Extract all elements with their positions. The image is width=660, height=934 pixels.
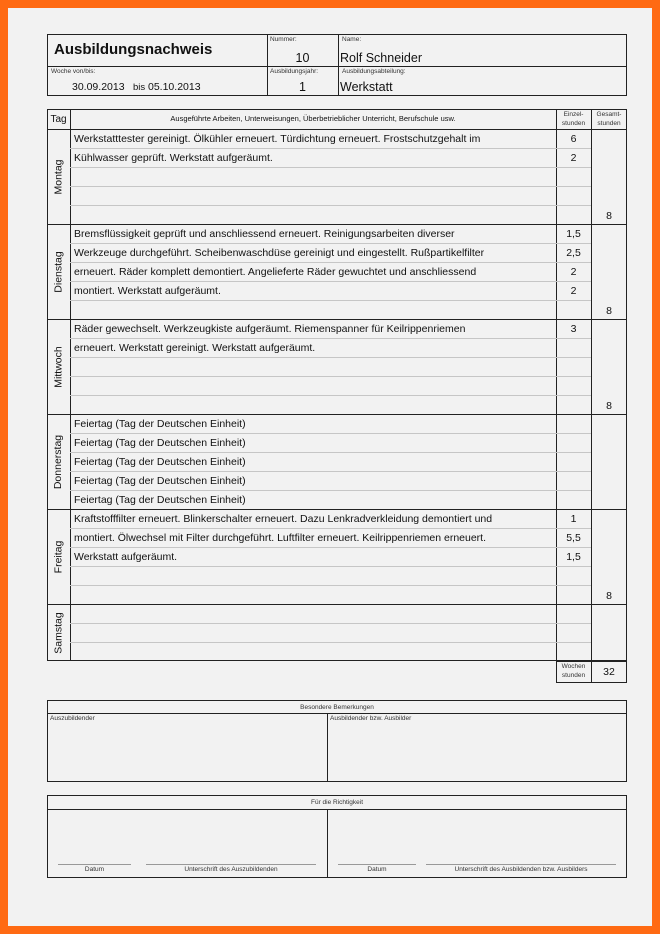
entry-line: Feiertag (Tag der Deutschen Einheit) bbox=[74, 475, 246, 487]
day-label-donnerstag: Donnerstag bbox=[52, 434, 65, 489]
entry-line: erneuert. Werkstatt gereinigt. Werkstatt aufgeräumt. bbox=[74, 342, 316, 354]
day-total: 8 bbox=[606, 210, 612, 222]
signature-title: Für die Richtigkeit bbox=[310, 799, 364, 806]
entry-line: Feiertag (Tag der Deutschen Einheit) bbox=[74, 437, 246, 449]
col-header-tag: Tag bbox=[50, 114, 67, 125]
entry-line: Feiertag (Tag der Deutschen Einheit) bbox=[74, 418, 246, 430]
entry-line: Kraftstofffilter erneuert. Blinkerschalter erneuert. Dazu Lenkradverkleidung demontiert und bbox=[74, 513, 493, 525]
entry-line: montiert. Ölwechsel mit Filter durchgeführt. Luftfilter erneuert. Keilrippenriemen erneuert. bbox=[74, 532, 487, 544]
col-header-einzel: Einzel- bbox=[563, 111, 584, 118]
entry-hours: 2 bbox=[570, 285, 577, 297]
remarks-ausbilder-label: Ausbildender bzw. Ausbilder bbox=[330, 715, 412, 722]
table-frame bbox=[47, 109, 627, 661]
entry-hours: 5,5 bbox=[566, 532, 581, 544]
page-title: Ausbildungsnachweis bbox=[54, 41, 213, 58]
day-label-samstag: Samstag bbox=[52, 611, 65, 654]
entry-line: Werkstatttester gereinigt. Ölkühler erneuert. Türdichtung erneuert. Frostschutzgehalt im bbox=[74, 133, 481, 145]
form-page: Ausbildungsnachweis Nummer: 10 Name: Rolf Schneider Woche von/bis: 30.09.2013 bis 05.10.2013 Ausbildungsjahr: 1 Ausbildungsabteilung: Werkstatt Tag Ausgeführte Arbeiten, Unterweisungen, Überbetrieblicher Unterricht, Berufschule usw. Einzel- stunden Gesamt- stunden Montag Werkstatttester gereinigt. Ölkühler erneuert. Türdichtung erneuert. Frostschutzgehalt im 6 Kühlwasser geprüft. Werkstatt aufgeräumt. 2 8 Dienstag Bremsflüssigkeit geprüft und anschliessend erneuert. Reinigungsarbeiten diverser 1,5 Werkzeuge durchgeführt. Scheibenwaschdüse gereinigt und eingestellt. Rußpartikelfilter 2,5 erneuert. Räder komplett demontiert. Angelieferte Räder gewuchtet und anschliessend 2 montiert. Werkstatt aufgeräumt. 2 8 Mittwoch Räder gewechselt. Werkzeugkiste aufgeräumt. Riemenspanner für Keilrippenriemen 3 erneuert. Werkstatt gereinigt. Werkstatt aufgeräumt. 8 Donnerstag Feiertag (Tag der Deutschen Einheit) Feiertag (Tag der Deutschen Einheit) Feiertag (Tag der Deutschen Einheit) Feiertag (Tag der Deutschen Einheit) Feiertag (Tag der Deutschen Einheit) Freitag Kraftstofffilter erneuert. Blinkerschalter erneuert. Dazu Lenkradverkleidung demontiert und 1 montiert. Ölwechsel mit Filter durchgeführt. Luftfilter erneuert. Keilrippenriemen erneuert. 5,5 Werkstatt aufgeräumt. 1,5 8 Samstag Wochen stunden 32 Besondere Bemerkungen Auszubildender Ausbildender bzw. Ausbilder Für die Richtigkeit Datum Unterschrift des Auszubildenden Datum Unterschrift des Ausbildenden bzw. Ausbilders bbox=[8, 8, 652, 926]
day-label-dienstag: Dienstag bbox=[52, 250, 65, 293]
entry-line: Werkstatt aufgeräumt. bbox=[74, 551, 178, 563]
col-header-description: Ausgeführte Arbeiten, Unterweisungen, Überbetrieblicher Unterricht, Berufschule usw. bbox=[170, 114, 456, 123]
entry-hours: 1,5 bbox=[566, 228, 581, 240]
col-header-gesamt: Gesamt- bbox=[596, 111, 622, 118]
name-value: Rolf Schneider bbox=[340, 51, 422, 65]
signature-ausbilder: Unterschrift des Ausbildenden bzw. Ausbilders bbox=[454, 866, 588, 873]
entry-hours: 1,5 bbox=[566, 551, 581, 563]
jahr-value: 1 bbox=[299, 80, 306, 94]
entry-line: Bremsflüssigkeit geprüft und anschliessend erneuert. Reinigungsarbeiten diverser bbox=[74, 228, 455, 240]
entry-line: Werkzeuge durchgeführt. Scheibenwaschdüse gereinigt und eingestellt. Rußpartikelfilter bbox=[74, 247, 485, 259]
day-total: 8 bbox=[606, 305, 612, 317]
date-from: 30.09.2013 bbox=[72, 81, 125, 93]
date-to: 05.10.2013 bbox=[148, 81, 201, 93]
entry-line: Feiertag (Tag der Deutschen Einheit) bbox=[74, 456, 246, 468]
abteilung-value: Werkstatt bbox=[340, 80, 393, 94]
entry-line: Feiertag (Tag der Deutschen Einheit) bbox=[74, 494, 246, 506]
entry-hours: 1 bbox=[570, 513, 577, 525]
day-label-mittwoch: Mittwoch bbox=[52, 345, 65, 388]
entry-line: Räder gewechselt. Werkzeugkiste aufgeräumt. Riemenspanner für Keilrippenriemen bbox=[74, 323, 466, 335]
nummer-value: 10 bbox=[295, 51, 310, 65]
day-total: 8 bbox=[606, 400, 612, 412]
remarks-title: Besondere Bemerkungen bbox=[300, 704, 374, 711]
day-label-montag: Montag bbox=[52, 158, 65, 195]
entry-hours: 2,5 bbox=[566, 247, 581, 259]
day-label-freitag: Freitag bbox=[52, 540, 65, 573]
entry-line: Kühlwasser geprüft. Werkstatt aufgeräumt. bbox=[74, 152, 273, 164]
entry-hours: 3 bbox=[570, 323, 577, 335]
entry-hours: 6 bbox=[570, 133, 577, 145]
day-total: 8 bbox=[606, 590, 612, 602]
remarks-azubi-label: Auszubildender bbox=[50, 715, 95, 722]
datum-azubi: Datum bbox=[84, 866, 105, 873]
entry-hours: 2 bbox=[570, 152, 577, 164]
signature-azubi: Unterschrift des Auszubildenden bbox=[184, 866, 278, 873]
weekly-hours-label: Wochen bbox=[561, 663, 586, 670]
datum-ausbilder: Datum bbox=[367, 866, 387, 873]
entry-hours: 2 bbox=[570, 266, 577, 278]
weekly-hours-total: 32 bbox=[603, 666, 615, 678]
entry-line: erneuert. Räder komplett demontiert. Angelieferte Räder gewuchtet und anschliessend bbox=[74, 266, 477, 278]
entry-line: montiert. Werkstatt aufgeräumt. bbox=[74, 285, 221, 297]
